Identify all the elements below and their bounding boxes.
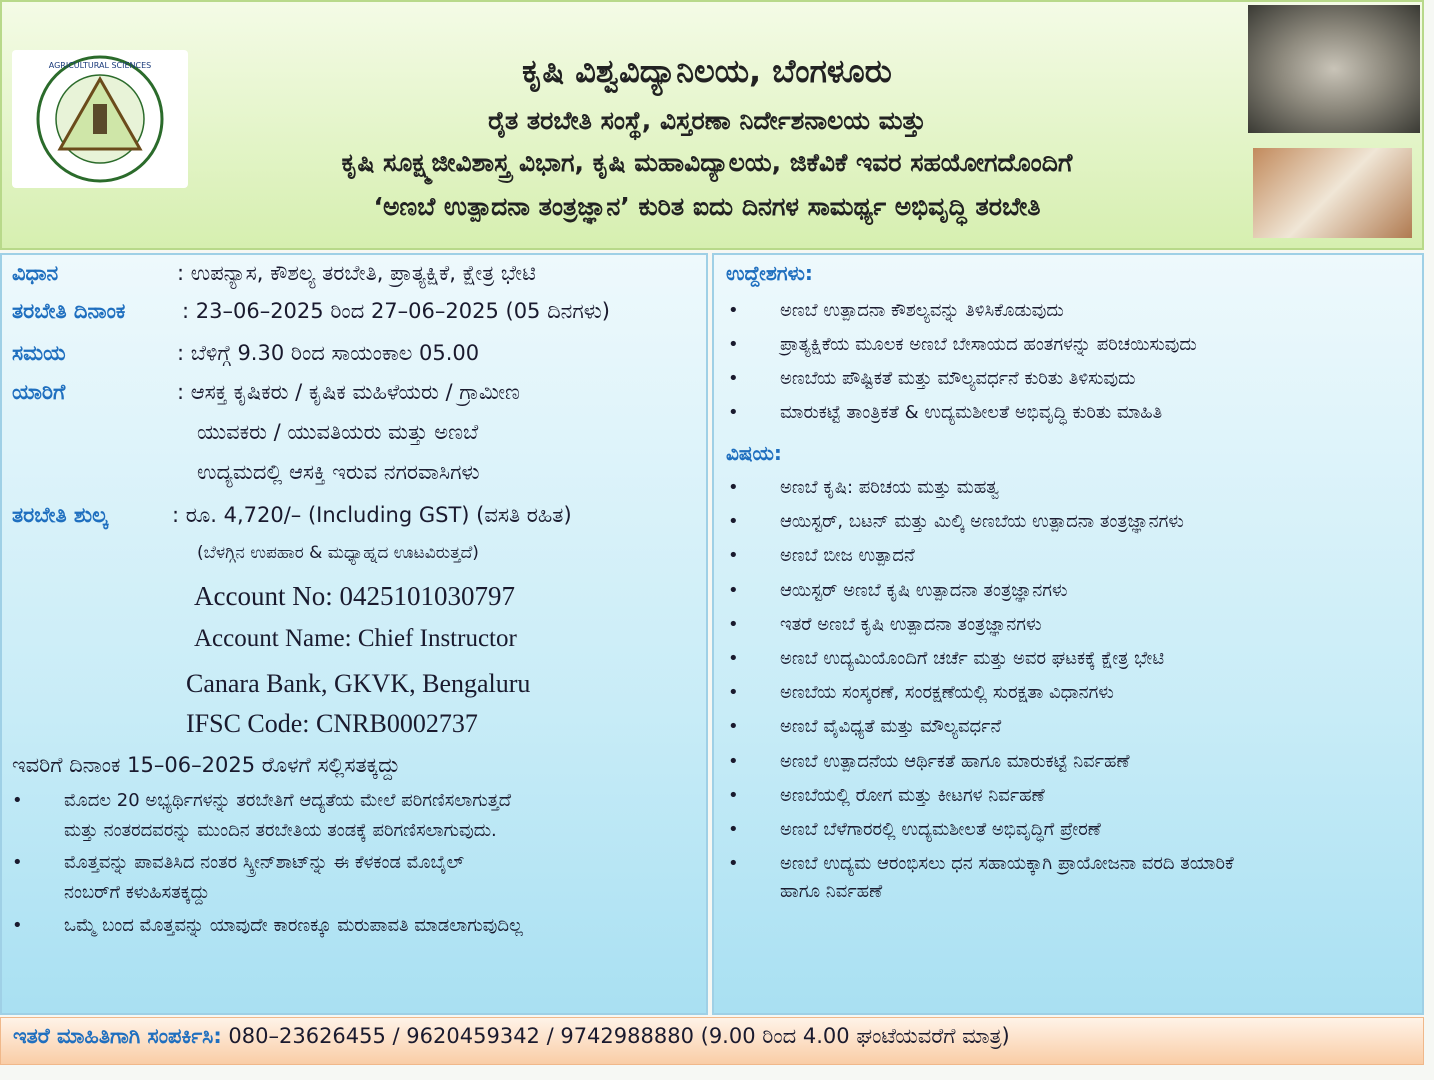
bullet: • <box>728 402 739 423</box>
bullet: • <box>12 790 23 811</box>
mushroom-in-hand-photo <box>1253 148 1412 238</box>
value: : ಆಸಕ್ತ ಕೃಷಿಕರು / ಕೃಷಿಕ ಮಹಿಳೆಯರು / ಗ್ರಾಮೀಣ <box>177 380 520 404</box>
university-logo <box>12 50 188 188</box>
bullet: • <box>728 300 739 321</box>
note-text: ಒಮ್ಮೆ ಬಂದ ಮೊತ್ತವನ್ನು ಯಾವುದೇ ಕಾರಣಕ್ಕೂ ಮರುಪಾವತಿ ಮಾಡಲಾಗುವುದಿಲ್ಲ <box>64 915 523 936</box>
header-line-3: ಕೃಷಿ ಸೂಕ್ಷ್ಮಜೀವಿಶಾಸ್ತ್ರ ವಿಭಾಗ, ಕೃಷಿ ಮಹಾವಿದ್ಯಾಲಯ, ಜಿಕೆವಿಕೆ ಇವರ ಸಹಯೋಗದೊಂದಿಗೆ <box>341 148 1073 177</box>
row-method <box>12 261 536 286</box>
objective-item-text: ಮಾರುಕಟ್ಟೆ ತಾಂತ್ರಿಕತೆ & ಉದ್ಯಮಶೀಲತೆ ಅಭಿವೃದ್ಧಿ ಕುರಿತು ಮಾಹಿತಿ <box>780 402 1163 423</box>
fee-note: (ಬೆಳಗ್ಗಿನ ಉಪಹಾರ & ಮಧ್ಯಾಹ್ನದ ಊಟವಿರುತ್ತದೆ) <box>197 543 479 563</box>
bullet: • <box>728 368 739 389</box>
deadline: ಇವರಿಗೆ ದಿನಾಂಕ 15–06–2025 ರೊಳಗೆ ಸಲ್ಲಿಸತಕ್ಕದ್ದು <box>12 753 401 777</box>
bullet: • <box>728 648 739 669</box>
audience-line-3: ಉದ್ಯಮದಲ್ಲಿ ಆಸಕ್ತಿ ಇರುವ ನಗರವಾಸಿಗಳು <box>197 460 480 484</box>
contact-label: ಇತರೆ ಮಾಹಿತಿಗಾಗಿ ಸಂಪರ್ಕಿಸಿ: <box>13 1024 222 1048</box>
bullet: • <box>728 819 739 840</box>
svg-text:AGRICULTURAL SCIENCES: AGRICULTURAL SCIENCES <box>48 61 152 70</box>
topic-item-text: ಆಯಿಸ್ಟರ್, ಬಟನ್ ಮತ್ತು ಮಿಲ್ಕಿ ಅಣಬೆಯ ಉತ್ಪಾದನಾ ತಂತ್ರಜ್ಞಾನಗಳು <box>780 511 1184 533</box>
bullet: • <box>12 852 23 873</box>
label: ತರಬೇತಿ ಶುಲ್ಕ <box>12 503 108 527</box>
value: : 23–06–2025 ರಿಂದ 27–06–2025 (05 ದಿನಗಳು) <box>182 299 610 323</box>
header-line-2: ರೈತ ತರಬೇತಿ ಸಂಸ್ಥೆ, ವಿಸ್ತರಣಾ ನಿರ್ದೇಶನಾಲಯ ಮತ್ತು <box>488 106 926 135</box>
value: : ರೂ. 4,720/– (Including GST) (ವಸತಿ ರಹಿತ) <box>172 503 572 527</box>
label: ತರಬೇತಿ ದಿನಾಂಕ <box>12 299 126 323</box>
topic-item-text: ಅಣಬೆ ಉತ್ಪಾದನೆಯ ಆರ್ಥಿಕತೆ ಹಾಗೂ ಮಾರುಕಟ್ಟೆ ನಿರ್ವಹಣೆ <box>780 750 1130 772</box>
bullet: • <box>12 915 23 936</box>
topic-item-text: ಅಣಬೆ ಬೀಜ ಉತ್ಪಾದನೆ <box>780 545 915 567</box>
row-time <box>12 341 480 366</box>
value: : ಬೆಳಿಗ್ಗೆ 9.30 ರಿಂದ ಸಾಯಂಕಾಲ 05.00 <box>177 341 480 365</box>
poster-header <box>0 0 1424 250</box>
topic-item-text: ಅಣಬೆ ವೈವಿಧ್ಯತೆ ಮತ್ತು ಮೌಲ್ಯವರ್ಧನೆ <box>780 716 1002 738</box>
topic-item-text: ಆಯಿಸ್ಟರ್ ಅಣಬೆ ಕೃಷಿ ಉತ್ಪಾದನಾ ತಂತ್ರಜ್ಞಾನಗಳು <box>780 579 1068 601</box>
university-seal-icon <box>15 54 185 184</box>
bullet: • <box>728 853 739 875</box>
objectives-panel <box>712 253 1424 1015</box>
account-name: Account Name: Chief Instructor <box>194 625 517 652</box>
row-dates <box>12 299 610 324</box>
note-text: ಮೊದಲ 20 ಅಭ್ಯರ್ಥಿಗಳನ್ನು ತರಬೇತಿಗೆ ಆದ್ಯತೆಯ ಮೇಲೆ ಪರಿಗಣಿಸಲಾಗುತ್ತದೆ <box>64 790 512 811</box>
bullet: • <box>728 716 739 738</box>
label: ಸಮಯ <box>12 341 66 365</box>
bullet: • <box>728 545 739 567</box>
objective-item-text: ಪ್ರಾತ್ಯಕ್ಷಿಕೆಯ ಮೂಲಕ ಅಣಬೆ ಬೇಸಾಯದ ಹಂತಗಳನ್ನು ಪರಿಚಯಿಸುವುದು <box>780 334 1197 355</box>
contact-numbers: 080–23626455 / 9620459342 / 9742988880 (9.00 ರಿಂದ 4.00 ಘಂಟೆಯವರೆಗೆ ಮಾತ್ರ) <box>221 1024 1010 1048</box>
bullet: • <box>728 784 739 806</box>
row-audience <box>12 380 520 405</box>
bullet: • <box>728 613 739 635</box>
bank-name: Canara Bank, GKVK, Bengaluru <box>186 669 531 698</box>
row-fee <box>12 503 572 528</box>
topic-item-text: ಅಣಬೆ ಉದ್ಯಮ ಆರಂಭಿಸಲು ಧನ ಸಹಾಯಕ್ಕಾಗಿ ಪ್ರಾಯೋಜನಾ ವರದಿ ತಯಾರಿಕೆ <box>780 853 1234 875</box>
topics-heading: ವಿಷಯ: <box>726 441 782 465</box>
details-panel <box>0 253 708 1015</box>
bullet: • <box>728 477 739 498</box>
topic-item-text: ಅಣಬೆ ಬೆಳೆಗಾರರಲ್ಲಿ ಉದ್ಯಮಶೀಲತೆ ಅಭಿವೃದ್ಧಿಗೆ ಪ್ರೇರಣೆ <box>780 819 1101 840</box>
topic-text: ಹಾಗೂ ನಿರ್ವಹಣೆ <box>780 881 883 902</box>
objectives-heading: ಉದ್ದೇಶಗಳು: <box>726 261 813 285</box>
account-number: Account No: 0425101030797 <box>194 581 515 611</box>
training-title: ‘ಅಣಬೆ ಉತ್ಪಾದನಾ ತಂತ್ರಜ್ಞಾನ’ ಕುರಿತ ಐದು ದಿನಗಳ ಸಾಮರ್ಥ್ಯ ಅಭಿವೃದ್ಧಿ ತರಬೇತಿ <box>373 192 1041 221</box>
objective-item-text: ಅಣಬೆಯ ಪೌಷ್ಟಿಕತೆ ಮತ್ತು ಮೌಲ್ಯವರ್ಧನೆ ಕುರಿತು ತಿಳಿಸುವುದು <box>780 368 1136 389</box>
label: ಯಾರಿಗೆ <box>12 380 66 404</box>
label: ವಿಧಾನ <box>12 261 59 285</box>
bullet: • <box>728 511 739 533</box>
topic-item-text: ಅಣಬೆಯಲ್ಲಿ ರೋಗ ಮತ್ತು ಕೀಟಗಳ ನಿರ್ವಹಣೆ <box>780 784 1045 806</box>
bullet: • <box>728 750 739 772</box>
topic-item-text: ಇತರೆ ಅಣಬೆ ಕೃಷಿ ಉತ್ಪಾದನಾ ತಂತ್ರಜ್ಞಾನಗಳು <box>780 613 1042 635</box>
topic-item-text: ಅಣಬೆಯ ಸಂಸ್ಕರಣೆ, ಸಂರಕ್ಷಣೆಯಲ್ಲಿ ಸುರಕ್ಷತಾ ವಿಧಾನಗಳು <box>780 682 1114 704</box>
mushroom-photo <box>1248 5 1420 133</box>
value: : ಉಪನ್ಯಾಸ, ಕೌಶಲ್ಯ ತರಬೇತಿ, ಪ್ರಾತ್ಯಕ್ಷಿಕೆ, ಕ್ಷೇತ್ರ ಭೇಟಿ <box>177 261 536 285</box>
objective-item-text: ಅಣಬೆ ಉತ್ಪಾದನಾ ಕೌಶಲ್ಯವನ್ನು ತಿಳಿಸಿಕೊಡುವುದು <box>780 300 1064 321</box>
bullet: • <box>728 334 739 355</box>
bullet: • <box>728 682 739 704</box>
bullet: • <box>728 579 739 601</box>
topic-item-text: ಅಣಬೆ ಕೃಷಿ: ಪರಿಚಯ ಮತ್ತು ಮಹತ್ವ <box>780 477 1000 498</box>
topic-item-text: ಅಣಬೆ ಉದ್ಯಮಿಯೊಂದಿಗೆ ಚರ್ಚೆ ಮತ್ತು ಅವರ ಘಟಕಕ್ಕೆ ಕ್ಷೇತ್ರ ಭೇಟಿ <box>780 648 1165 669</box>
audience-line-2: ಯುವಕರು / ಯುವತಿಯರು ಮತ್ತು ಅಣಬೆ <box>197 420 479 444</box>
note-text: ಮತ್ತು ನಂತರದವರನ್ನು ಮುಂದಿನ ತರಬೇತಿಯ ತಂಡಕ್ಕೆ ಪರಿಗಣಿಸಲಾಗುವುದು. <box>64 820 497 841</box>
ifsc-code: IFSC Code: CNRB0002737 <box>186 709 478 738</box>
note-text: ಮೊತ್ತವನ್ನು ಪಾವತಿಸಿದ ನಂತರ ಸ್ಕ್ರೀನ್‌ಶಾಟ್‌ನ್ನು ಈ ಕೆಳಕಂಡ ಮೊಬೈಲ್ <box>64 852 464 873</box>
university-title: ಕೃಷಿ ವಿಶ್ವವಿದ್ಯಾನಿಲಯ, ಬೆಂಗಳೂರು <box>522 52 892 90</box>
note-text: ನಂಬರ್‌ಗೆ ಕಳುಹಿಸತಕ್ಕದ್ದು <box>64 882 210 903</box>
contact-footer <box>0 1017 1424 1065</box>
